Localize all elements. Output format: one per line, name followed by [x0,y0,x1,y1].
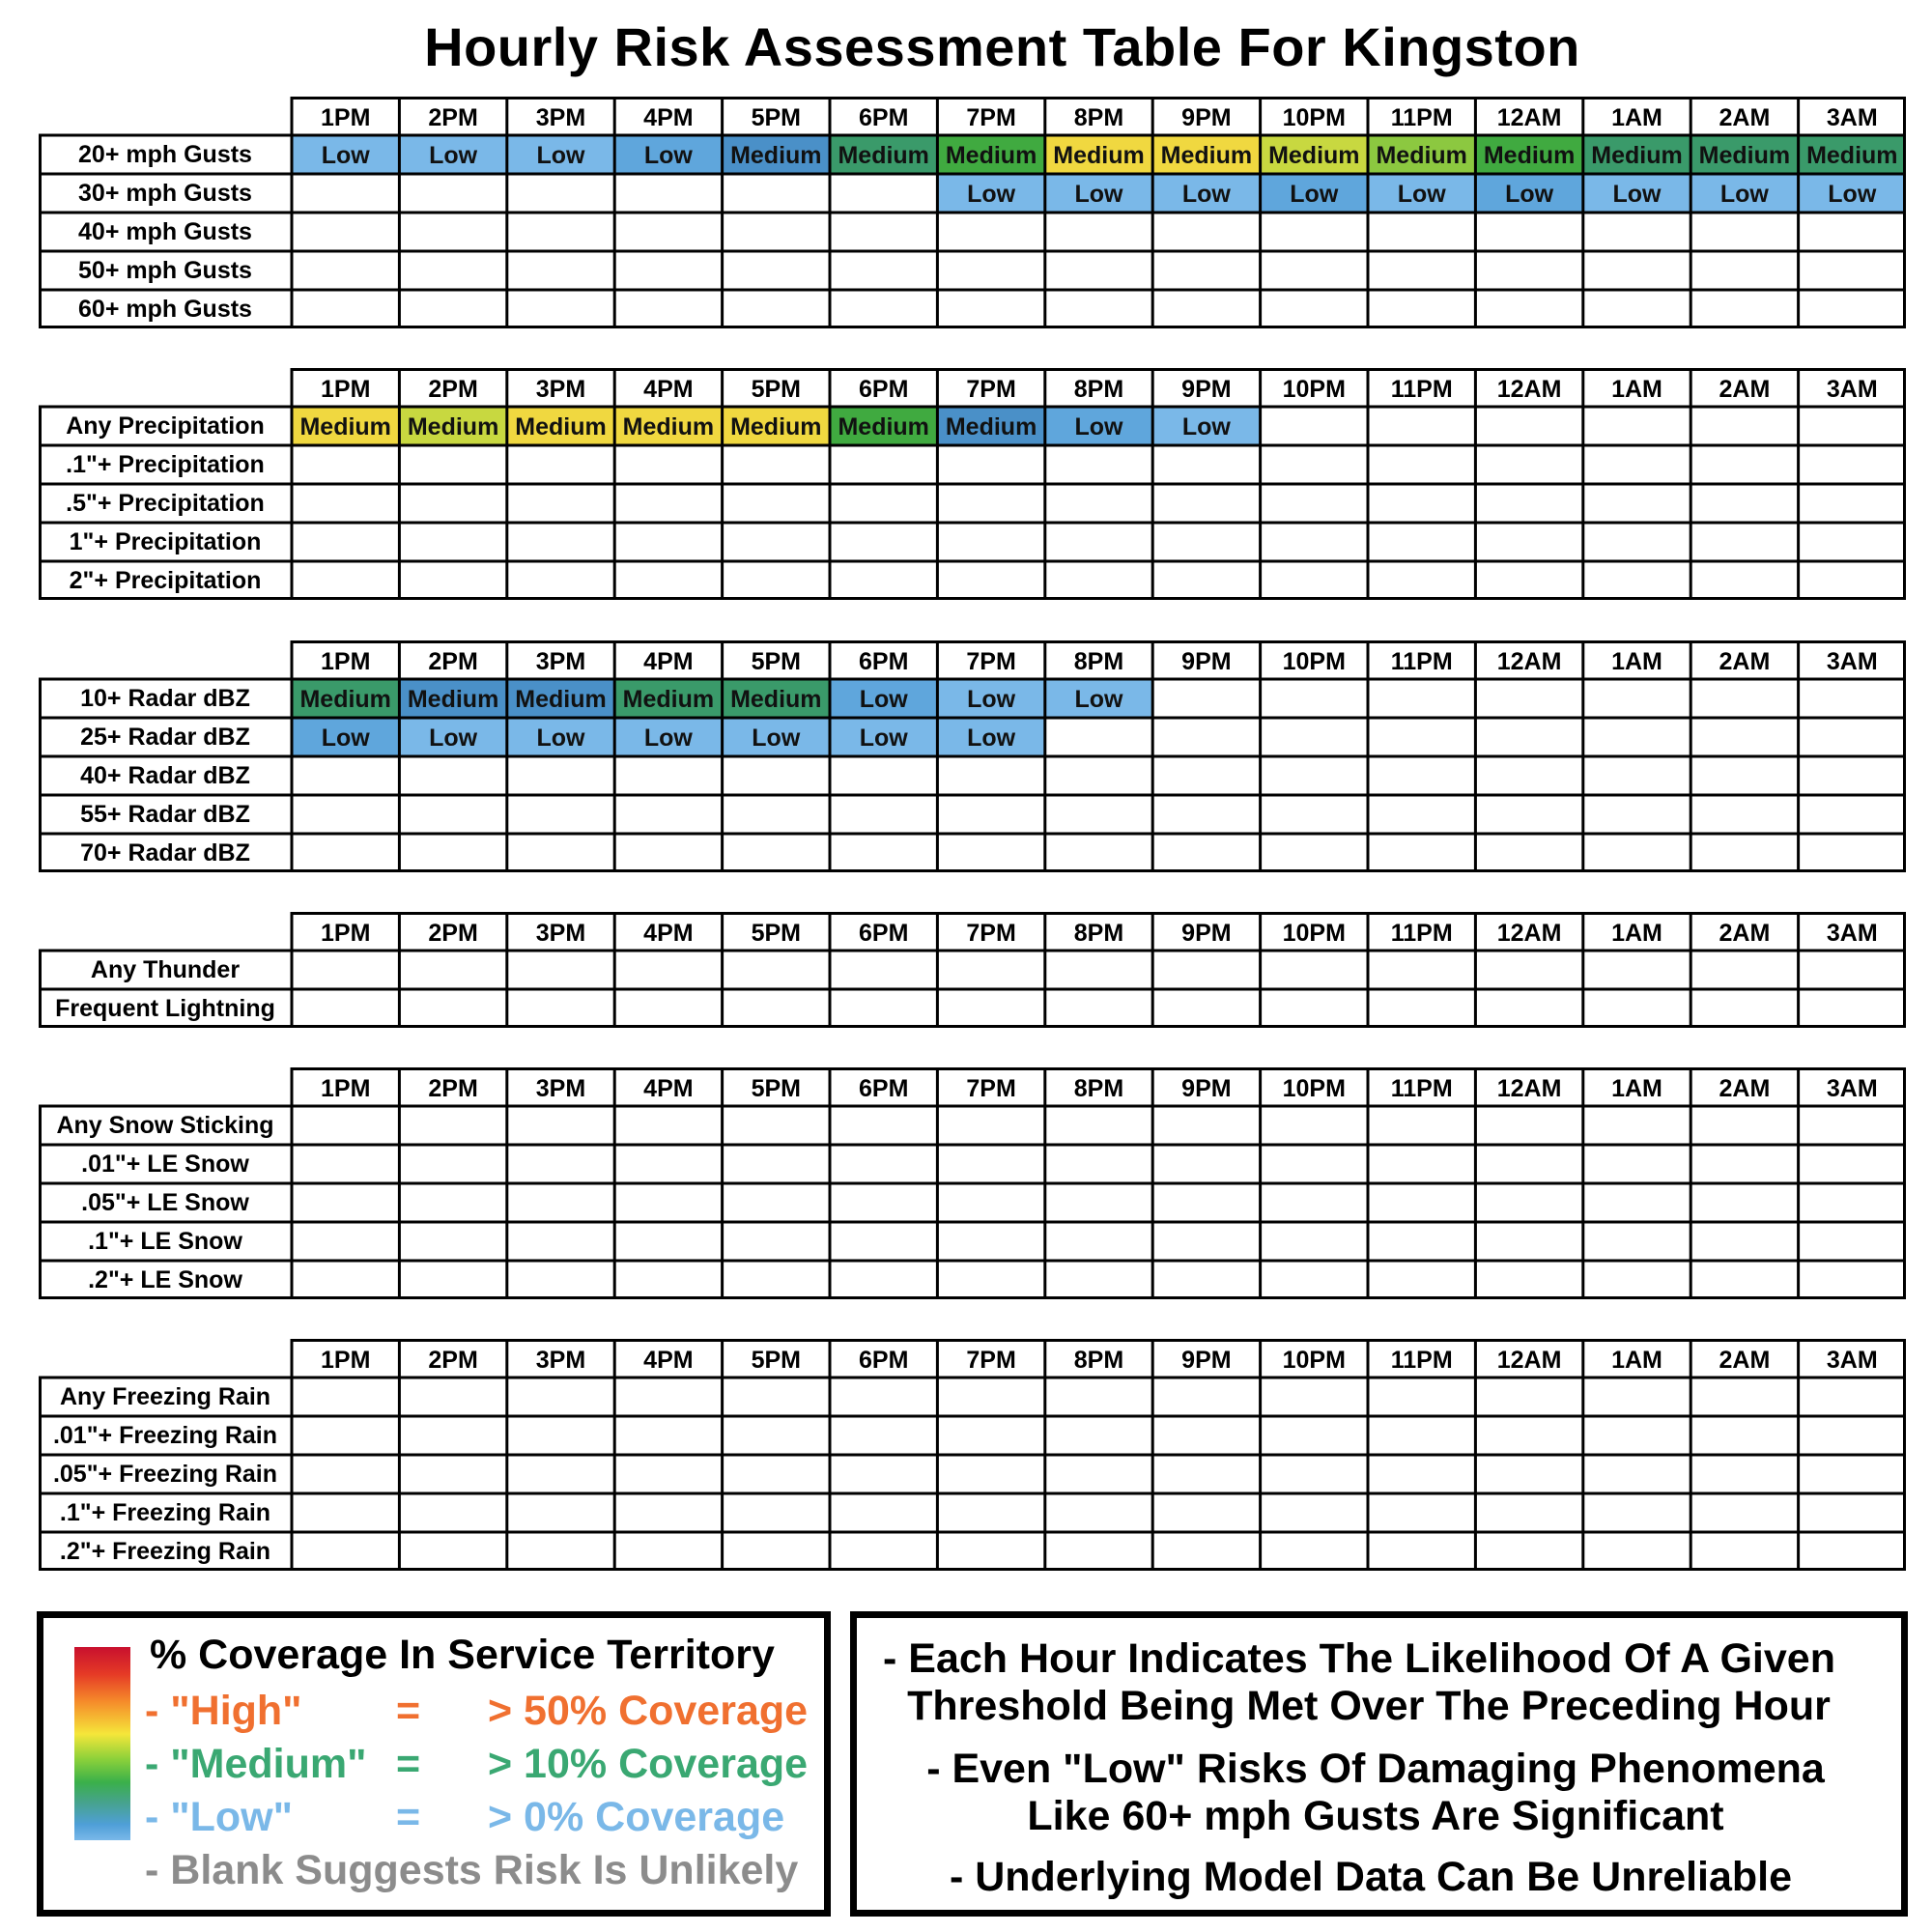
hour-header: 12AM [1496,920,1562,947]
row-label: Any Freezing Rain [59,1383,271,1410]
hour-header: 3PM [535,1075,586,1102]
hour-header: 3AM [1826,1347,1878,1374]
hour-header: 7PM [966,104,1016,131]
hour-header: 11PM [1390,376,1453,403]
hour-header: 4PM [643,104,694,131]
hour-header: 1PM [320,1075,371,1102]
note-model-reliability [857,1854,1900,1901]
legend-box [37,1611,831,1917]
risk-cell: Medium [830,135,937,174]
note-line-2a: - Even "Low" Risks Of Damaging Phenomena [926,1746,1825,1792]
risk-cell: Low [1583,174,1690,213]
hour-header: 5PM [751,648,801,675]
legend-low-label: - "Low" [145,1794,294,1840]
risk-cell: Medium [1690,135,1798,174]
hour-header: 4PM [643,1347,694,1374]
risk-cell: Medium [1368,135,1475,174]
risk-cell: Medium [1799,135,1906,174]
row-label: .1"+ Freezing Rain [59,1499,271,1526]
risk-cell: Medium [399,407,506,445]
row-label: 1"+ Precipitation [69,528,262,555]
hour-header: 1AM [1611,104,1662,131]
hour-header: 9PM [1181,920,1232,947]
row-label: .05"+ LE Snow [81,1189,249,1216]
risk-cell: Low [399,718,506,756]
row-label: Any Thunder [90,956,241,983]
hour-header: 5PM [751,920,801,947]
risk-cell: Low [399,135,506,174]
risk-cell: Medium [830,407,937,445]
hour-header: 11PM [1390,648,1453,675]
hour-header: 2AM [1719,1075,1771,1102]
row-label: 30+ mph Gusts [78,180,252,207]
row-label: 10+ Radar dBZ [80,685,250,712]
hour-header: 9PM [1181,376,1232,403]
risk-cell: Low [507,718,614,756]
hour-header: 7PM [966,1075,1016,1102]
row-label: 70+ Radar dBZ [80,839,250,867]
legend-medium-label: - "Medium" [145,1741,367,1787]
hour-header: 1AM [1611,1075,1662,1102]
hour-header: 8PM [1073,920,1124,947]
hour-header: 11PM [1390,1075,1453,1102]
risk-cell: Medium [292,679,399,718]
risk-cell: Medium [399,679,506,718]
hour-header: 4PM [643,648,694,675]
hour-header: 1AM [1611,920,1662,947]
row-label: 55+ Radar dBZ [80,801,250,828]
hour-header: 5PM [751,104,801,131]
hour-header: 3AM [1826,648,1878,675]
risk-cell: Low [937,718,1044,756]
hour-header: 2PM [428,920,478,947]
risk-cell: Low [723,718,830,756]
hour-header: 9PM [1181,648,1232,675]
hour-header: 1AM [1611,648,1662,675]
note-low-risk-significant [857,1746,1900,1840]
row-label: Frequent Lightning [55,995,275,1022]
risk-cell: Low [1045,174,1152,213]
row-label: .05"+ Freezing Rain [52,1461,278,1488]
risk-cell: Low [1152,174,1260,213]
hour-header: 11PM [1390,104,1453,131]
hour-header: 10PM [1282,648,1346,675]
hour-header: 3PM [535,1347,586,1374]
hour-header: 5PM [751,1347,801,1374]
hour-header: 8PM [1073,1075,1124,1102]
risk-cell: Low [614,718,722,756]
hour-header: 3AM [1826,376,1878,403]
risk-cell: Medium [507,679,614,718]
risk-cell: Low [830,679,937,718]
hour-header: 2PM [428,1075,478,1102]
row-label: .01"+ LE Snow [81,1151,249,1178]
hour-header: 3PM [535,648,586,675]
risk-cell: Low [937,679,1044,718]
risk-cell: Low [1045,679,1152,718]
risk-cell: Medium [1583,135,1690,174]
hour-header: 1PM [320,920,371,947]
row-label: 40+ mph Gusts [78,218,252,245]
hour-header: 2PM [428,648,478,675]
hour-header: 6PM [858,104,909,131]
hour-header: 2PM [428,104,478,131]
risk-cell: Low [614,135,722,174]
legend-high-eq: = [396,1688,421,1734]
legend-medium-eq: = [396,1741,421,1787]
row-label: .1"+ LE Snow [88,1228,242,1255]
risk-cell: Medium [1261,135,1368,174]
risk-cell: Medium [507,407,614,445]
legend-high-desc: > 50% Coverage [488,1688,809,1734]
risk-cell: Medium [1152,135,1260,174]
hour-header: 12AM [1496,648,1562,675]
risk-cell: Medium [1045,135,1152,174]
hour-header: 6PM [858,920,909,947]
hour-header: 10PM [1282,104,1346,131]
hour-header: 3AM [1826,1075,1878,1102]
risk-cell: Medium [723,135,830,174]
hour-header: 2AM [1719,1347,1771,1374]
risk-cell: Medium [723,407,830,445]
hour-header: 7PM [966,920,1016,947]
hour-header: 3AM [1826,920,1878,947]
legend-low-desc: > 0% Coverage [488,1794,785,1840]
hour-header: 10PM [1282,1347,1346,1374]
risk-cell: Low [1368,174,1475,213]
hour-header: 4PM [643,376,694,403]
row-label: 50+ mph Gusts [78,257,252,284]
hour-header: 4PM [643,920,694,947]
hour-header: 1PM [320,1347,371,1374]
hour-header: 6PM [858,1347,909,1374]
hour-header: 12AM [1496,1347,1562,1374]
row-label: Any Snow Sticking [56,1112,274,1139]
hour-header: 12AM [1496,1075,1562,1102]
hour-header: 2AM [1719,376,1771,403]
hour-header: 1PM [320,104,371,131]
hour-header: 10PM [1282,1075,1346,1102]
hour-header: 9PM [1181,1347,1232,1374]
risk-cell: Medium [723,679,830,718]
risk-cell: Low [292,135,399,174]
hour-header: 6PM [858,376,909,403]
legend-title: % Coverage In Service Territory [150,1632,775,1678]
page-title: Hourly Risk Assessment Table For Kingston [424,16,1580,77]
hour-header: 3AM [1826,104,1878,131]
row-label: Any Precipitation [66,412,265,440]
notes-box [850,1611,1908,1917]
row-label: .2"+ Freezing Rain [59,1538,271,1565]
legend-medium-desc: > 10% Coverage [488,1741,809,1787]
hour-header: 6PM [858,648,909,675]
hour-header: 11PM [1390,1347,1453,1374]
row-label: .1"+ Precipitation [66,451,265,478]
note-line-3: - Underlying Model Data Can Be Unreliable [949,1854,1793,1900]
row-label: .01"+ Freezing Rain [52,1422,278,1449]
hour-header: 3PM [535,376,586,403]
hour-header: 5PM [751,376,801,403]
hour-header: 5PM [751,1075,801,1102]
note-line-1a: - Each Hour Indicates The Likelihood Of A Given [883,1635,1835,1682]
hour-header: 2PM [428,376,478,403]
risk-cell: Low [507,135,614,174]
row-label: 20+ mph Gusts [78,141,252,168]
hour-header: 1AM [1611,1347,1662,1374]
hour-header: 12AM [1496,376,1562,403]
legend-high-label: - "High" [145,1688,302,1734]
hour-header: 7PM [966,648,1016,675]
hour-header: 4PM [643,1075,694,1102]
hour-header: 8PM [1073,648,1124,675]
risk-cell: Low [1475,174,1582,213]
row-label: .5"+ Precipitation [66,490,265,517]
hour-header: 7PM [966,376,1016,403]
risk-cell: Low [1152,407,1260,445]
row-label: 60+ mph Gusts [78,296,252,323]
hour-header: 8PM [1073,376,1124,403]
risk-cell: Low [1045,407,1152,445]
hour-header: 1PM [320,376,371,403]
hour-header: 7PM [966,1347,1016,1374]
note-line-1b: Threshold Being Met Over The Preceding Hour [907,1683,1831,1729]
risk-cell: Low [292,718,399,756]
row-label: 25+ Radar dBZ [80,724,250,751]
hour-header: 3PM [535,104,586,131]
risk-cell: Low [1261,174,1368,213]
row-label: 40+ Radar dBZ [80,762,250,789]
risk-cell: Medium [937,407,1044,445]
row-label: .2"+ LE Snow [88,1266,242,1293]
risk-cell: Low [1799,174,1906,213]
hour-header: 2AM [1719,920,1771,947]
risk-cell: Medium [614,407,722,445]
hour-header: 9PM [1181,1075,1232,1102]
legend-blank-text: - Blank Suggests Risk Is Unlikely [145,1847,799,1893]
hour-header: 12AM [1496,104,1562,131]
hour-header: 8PM [1073,1347,1124,1374]
hour-header: 6PM [858,1075,909,1102]
hour-header: 1AM [1611,376,1662,403]
hour-header: 8PM [1073,104,1124,131]
note-hourly-likelihood [857,1635,1900,1730]
hour-header: 2AM [1719,104,1771,131]
risk-cell: Medium [614,679,722,718]
risk-cell: Low [1690,174,1798,213]
hour-header: 2PM [428,1347,478,1374]
hour-header: 2AM [1719,648,1771,675]
row-label: 2"+ Precipitation [69,567,262,594]
note-line-2b: Like 60+ mph Gusts Are Significant [1027,1793,1724,1839]
hour-header: 10PM [1282,376,1346,403]
hour-header: 1PM [320,648,371,675]
coverage-color-scale [74,1647,130,1840]
risk-cell: Low [830,718,937,756]
risk-cell: Low [937,174,1044,213]
risk-cell: Medium [292,407,399,445]
hour-header: 11PM [1390,920,1453,947]
risk-cell: Medium [1475,135,1582,174]
legend-low-eq: = [396,1794,421,1840]
risk-cell: Medium [937,135,1044,174]
hour-header: 9PM [1181,104,1232,131]
hour-header: 3PM [535,920,586,947]
hour-header: 10PM [1282,920,1346,947]
